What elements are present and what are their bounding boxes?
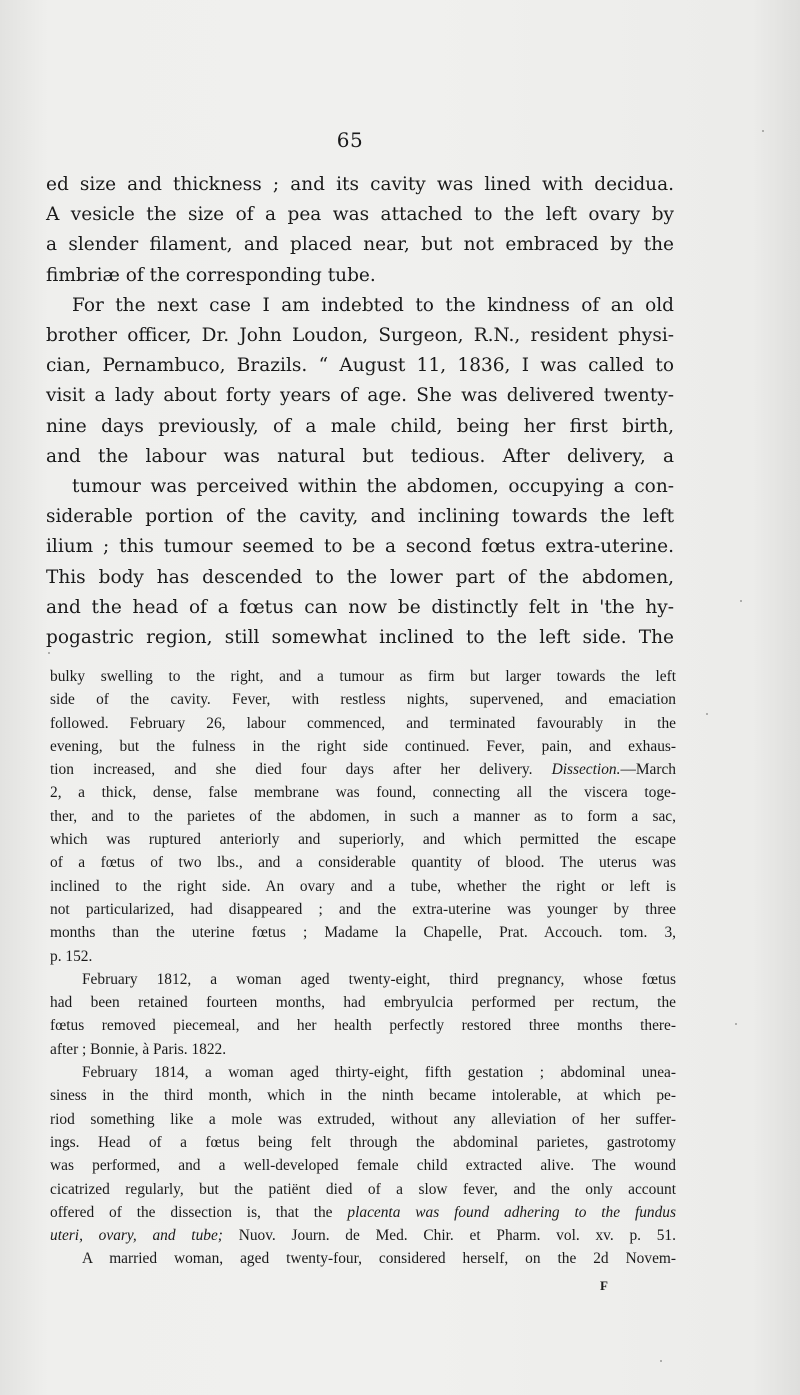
dissection-heading: Dissection.	[551, 761, 621, 779]
text-line: a slender filament, and placed near, but not embraced by the	[46, 234, 674, 256]
note-line	[50, 1201, 676, 1224]
text-line: cian, Pernambuco, Brazils. “ August 11, 1836, I was called to	[46, 355, 674, 377]
text-line: This body has descended to the lower part of the abdomen,	[46, 566, 674, 588]
paper-speck	[735, 1023, 737, 1025]
note-line: after ; Bonnie, à Paris. 1822.	[50, 1040, 227, 1058]
citation-text: Nuov. Journ. de Med. Chir. et Pharm. vol. xv. p. 51.	[238, 1227, 676, 1245]
note-line: ings. Head of a fœtus being felt through the abdominal parietes, gastrotomy	[50, 1133, 676, 1151]
note-italic-text: uteri, ovary, and tube;	[50, 1227, 223, 1245]
footnote-block	[50, 665, 676, 1271]
note-paragraph-3	[50, 1061, 676, 1247]
text-line: tumour was perceived within the abdomen, occupying a con-	[72, 476, 674, 498]
main-text	[46, 170, 674, 653]
note-paragraph-2	[50, 968, 676, 1061]
page-number: 65	[336, 128, 364, 152]
note-line	[50, 1224, 676, 1247]
text-line: For the next case I am indebted to the kindness of an old	[72, 294, 674, 316]
note-text: —March	[620, 761, 676, 779]
text-line: visit a lady about forty years of age. She was delivered twenty-	[46, 385, 674, 407]
note-line: February 1812, a woman aged twenty-eight, third pregnancy, whose fœtus	[82, 970, 676, 988]
note-paragraph-4	[50, 1247, 676, 1270]
text-line: brother officer, Dr. John Loudon, Surgeon, R.N., resident physi-	[46, 325, 674, 347]
note-line: inclined to the right side. An ovary and a tube, whether the right or left is	[50, 877, 676, 895]
note-line: fœtus removed piecemeal, and her health perfectly restored three months there-	[50, 1017, 676, 1035]
text-line: fimbriæ of the corresponding tube.	[46, 264, 376, 286]
paper-speck	[48, 652, 50, 654]
note-line: months than the uterine fœtus ; Madame la Chapelle, Prat. Accouch. tom. 3,	[50, 924, 676, 942]
note-line: cicatrized regularly, but the patiënt died of a slow fever, and the only account	[50, 1180, 676, 1198]
paper-speck	[740, 600, 742, 602]
note-line: ther, and to the parietes of the abdomen, in such a manner as to form a sac,	[50, 807, 676, 825]
note-line: which was ruptured anteriorly and superiorly, and which permitted the escape	[50, 831, 676, 849]
note-line	[50, 758, 676, 781]
text-line: pogastric region, still somewhat inclined to the left side. The	[46, 627, 674, 649]
note-line: p. 152.	[50, 947, 93, 965]
note-line: followed. February 26, labour commenced, and terminated favourably in the	[50, 714, 676, 732]
note-line: riod something like a mole was extruded, without any alleviation of her suffer-	[50, 1110, 676, 1128]
text-line: and the labour was natural but tedious. After delivery, a	[46, 445, 674, 467]
signature-mark: F	[600, 1278, 608, 1293]
note-text: tion increased, and she died four days after her delivery.	[50, 761, 533, 779]
note-line: not particularized, had disappeared ; and the extra-uterine was younger by three	[50, 900, 676, 918]
note-line: of a fœtus of two lbs., and a considerable quantity of blood. The uterus was	[50, 854, 676, 872]
note-line: was performed, and a well-developed female child extracted alive. The wound	[50, 1157, 676, 1175]
main-paragraph-2	[46, 291, 674, 653]
paper-speck	[706, 713, 708, 715]
note-text: offered of the dissection is, that the	[50, 1203, 333, 1221]
text-line: A vesicle the size of a pea was attached to the left ovary by	[46, 204, 674, 226]
note-line: 2, a thick, dense, false membrane was found, connecting all the viscera toge-	[50, 784, 676, 802]
note-line: siness in the third month, which in the ninth became intolerable, at which pe-	[50, 1087, 676, 1105]
note-line: evening, but the fulness in the right side continued. Fever, pain, and exhaus-	[50, 737, 676, 755]
main-paragraph-1	[46, 170, 674, 291]
paper-speck	[762, 130, 764, 132]
text-line: and the head of a fœtus can now be distinctly felt in 'the hy-	[46, 596, 674, 618]
note-line: side of the cavity. Fever, with restless nights, supervened, and emaciation	[50, 691, 676, 709]
note-line: bulky swelling to the right, and a tumour as firm but larger towards the left	[50, 668, 676, 685]
note-line: February 1814, a woman aged thirty-eight, fifth gestation ; abdominal unea-	[82, 1064, 676, 1082]
note-paragraph-1	[50, 665, 676, 968]
paper-speck	[660, 1360, 662, 1362]
text-line: siderable portion of the cavity, and inclining towards the left	[46, 506, 674, 528]
text-line: nine days previously, of a male child, being her first birth,	[46, 415, 674, 437]
note-line: A married woman, aged twenty-four, considered herself, on the 2d Novem-	[82, 1250, 676, 1268]
text-line: ilium ; this tumour seemed to be a second fœtus extra-uterine.	[46, 536, 674, 558]
note-line: had been retained fourteen months, had embryulcia performed per rectum, the	[50, 994, 676, 1012]
note-italic-text: placenta was found adhering to the fundus	[347, 1203, 676, 1221]
text-line: ed size and thickness ; and its cavity was lined with decidua.	[46, 174, 674, 195]
